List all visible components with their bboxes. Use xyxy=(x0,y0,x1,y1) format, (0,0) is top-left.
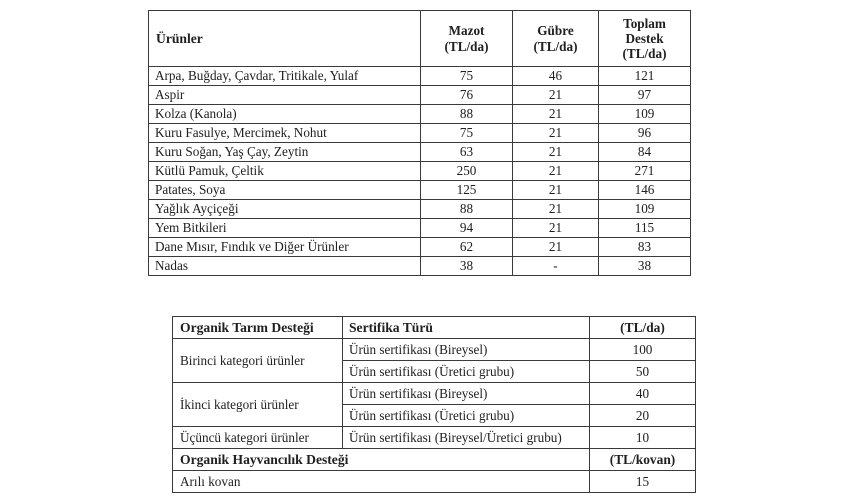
column-header-certificate-type: Sertifika Türü xyxy=(343,317,590,339)
cell-product-name: Dane Mısır, Fındık ve Diğer Ürünler xyxy=(149,238,421,257)
cell-gubre-value: - xyxy=(513,257,599,276)
cell-category-name: Üçüncü kategori ürünler xyxy=(173,427,343,449)
organic-support-table xyxy=(172,316,696,493)
table-row xyxy=(149,67,691,86)
support-rates-table-body xyxy=(149,67,691,276)
cell-toplam-value: 121 xyxy=(599,67,691,86)
table-row xyxy=(173,383,696,405)
cell-beehive-value: 15 xyxy=(590,471,696,493)
cell-category-name: Birinci kategori ürünler xyxy=(173,339,343,383)
table-row xyxy=(149,105,691,124)
cell-product-name: Nadas xyxy=(149,257,421,276)
cell-toplam-value: 84 xyxy=(599,143,691,162)
cell-gubre-value: 21 xyxy=(513,105,599,124)
cell-support-value: 40 xyxy=(590,383,696,405)
cell-toplam-value: 109 xyxy=(599,105,691,124)
cell-category-name: İkinci kategori ürünler xyxy=(173,383,343,427)
table-row xyxy=(149,86,691,105)
cell-product-name: Arpa, Buğday, Çavdar, Tritikale, Yulaf xyxy=(149,67,421,86)
support-rates-table-head xyxy=(149,11,691,67)
cell-certificate-type: Ürün sertifikası (Bireysel/Üretici grubu) xyxy=(343,427,590,449)
column-header-toplam-title2: Destek xyxy=(625,30,664,46)
column-header-toplam-title1: Toplam xyxy=(623,15,666,31)
cell-toplam-value: 271 xyxy=(599,162,691,181)
table-row xyxy=(149,219,691,238)
cell-gubre-value: 21 xyxy=(513,181,599,200)
cell-mazot-value: 250 xyxy=(421,162,513,181)
cell-toplam-value: 96 xyxy=(599,124,691,143)
cell-toplam-value: 146 xyxy=(599,181,691,200)
cell-toplam-value: 115 xyxy=(599,219,691,238)
cell-support-value: 100 xyxy=(590,339,696,361)
column-header-gubre-unit: (TL/da) xyxy=(533,38,578,54)
organic-support-table-body xyxy=(173,317,696,493)
cell-livestock-title: Organik Hayvancılık Desteği xyxy=(173,449,590,471)
column-header-toplam-unit: (TL/da) xyxy=(622,46,667,62)
cell-mazot-value: 125 xyxy=(421,181,513,200)
support-rates-table xyxy=(148,10,691,276)
table-row xyxy=(173,339,696,361)
cell-mazot-value: 75 xyxy=(421,67,513,86)
cell-gubre-value: 21 xyxy=(513,124,599,143)
cell-support-value: 10 xyxy=(590,427,696,449)
table-row xyxy=(149,162,691,181)
column-header-toplam-destek xyxy=(599,11,691,67)
cell-product-name: Yem Bitkileri xyxy=(149,219,421,238)
cell-gubre-value: 21 xyxy=(513,143,599,162)
table-row xyxy=(149,257,691,276)
table-row xyxy=(149,238,691,257)
cell-gubre-value: 46 xyxy=(513,67,599,86)
livestock-header-row xyxy=(173,449,696,471)
cell-certificate-type: Ürün sertifikası (Üretici grubu) xyxy=(343,361,590,383)
column-header-mazot xyxy=(421,11,513,67)
cell-mazot-value: 75 xyxy=(421,124,513,143)
cell-mazot-value: 88 xyxy=(421,200,513,219)
table-row xyxy=(149,181,691,200)
cell-gubre-value: 21 xyxy=(513,86,599,105)
cell-product-name: Kolza (Kanola) xyxy=(149,105,421,124)
column-header-products: Ürünler xyxy=(149,11,421,67)
cell-mazot-value: 76 xyxy=(421,86,513,105)
cell-mazot-value: 62 xyxy=(421,238,513,257)
cell-mazot-value: 38 xyxy=(421,257,513,276)
cell-toplam-value: 38 xyxy=(599,257,691,276)
cell-toplam-value: 109 xyxy=(599,200,691,219)
column-header-mazot-title: Mazot xyxy=(448,23,485,39)
column-header-gubre xyxy=(513,11,599,67)
column-header-unit-tl-da: (TL/da) xyxy=(590,317,696,339)
cell-product-name: Kütlü Pamuk, Çeltik xyxy=(149,162,421,181)
cell-support-value: 20 xyxy=(590,405,696,427)
column-header-gubre-title: Gübre xyxy=(537,23,574,39)
cell-gubre-value: 21 xyxy=(513,200,599,219)
cell-support-value: 50 xyxy=(590,361,696,383)
cell-beehive-label: Arılı kovan xyxy=(173,471,590,493)
cell-toplam-value: 83 xyxy=(599,238,691,257)
cell-certificate-type: Ürün sertifikası (Bireysel) xyxy=(343,383,590,405)
cell-product-name: Kuru Fasulye, Mercimek, Nohut xyxy=(149,124,421,143)
table-row xyxy=(173,471,696,493)
cell-certificate-type: Ürün sertifikası (Üretici grubu) xyxy=(343,405,590,427)
cell-certificate-type: Ürün sertifikası (Bireysel) xyxy=(343,339,590,361)
column-header-organic-farming: Organik Tarım Desteği xyxy=(173,317,343,339)
column-header-mazot-unit: (TL/da) xyxy=(444,38,489,54)
cell-mazot-value: 63 xyxy=(421,143,513,162)
table-row xyxy=(149,200,691,219)
cell-gubre-value: 21 xyxy=(513,219,599,238)
cell-product-name: Kuru Soğan, Yaş Çay, Zeytin xyxy=(149,143,421,162)
cell-mazot-value: 94 xyxy=(421,219,513,238)
table-header-row xyxy=(149,11,691,67)
table-row xyxy=(149,143,691,162)
cell-product-name: Yağlık Ayçiçeği xyxy=(149,200,421,219)
cell-gubre-value: 21 xyxy=(513,162,599,181)
organic-header-row xyxy=(173,317,696,339)
cell-gubre-value: 21 xyxy=(513,238,599,257)
cell-toplam-value: 97 xyxy=(599,86,691,105)
cell-product-name: Patates, Soya xyxy=(149,181,421,200)
cell-mazot-value: 88 xyxy=(421,105,513,124)
table-row xyxy=(149,124,691,143)
column-header-unit-tl-kovan: (TL/kovan) xyxy=(590,449,696,471)
table-row xyxy=(173,427,696,449)
cell-product-name: Aspir xyxy=(149,86,421,105)
